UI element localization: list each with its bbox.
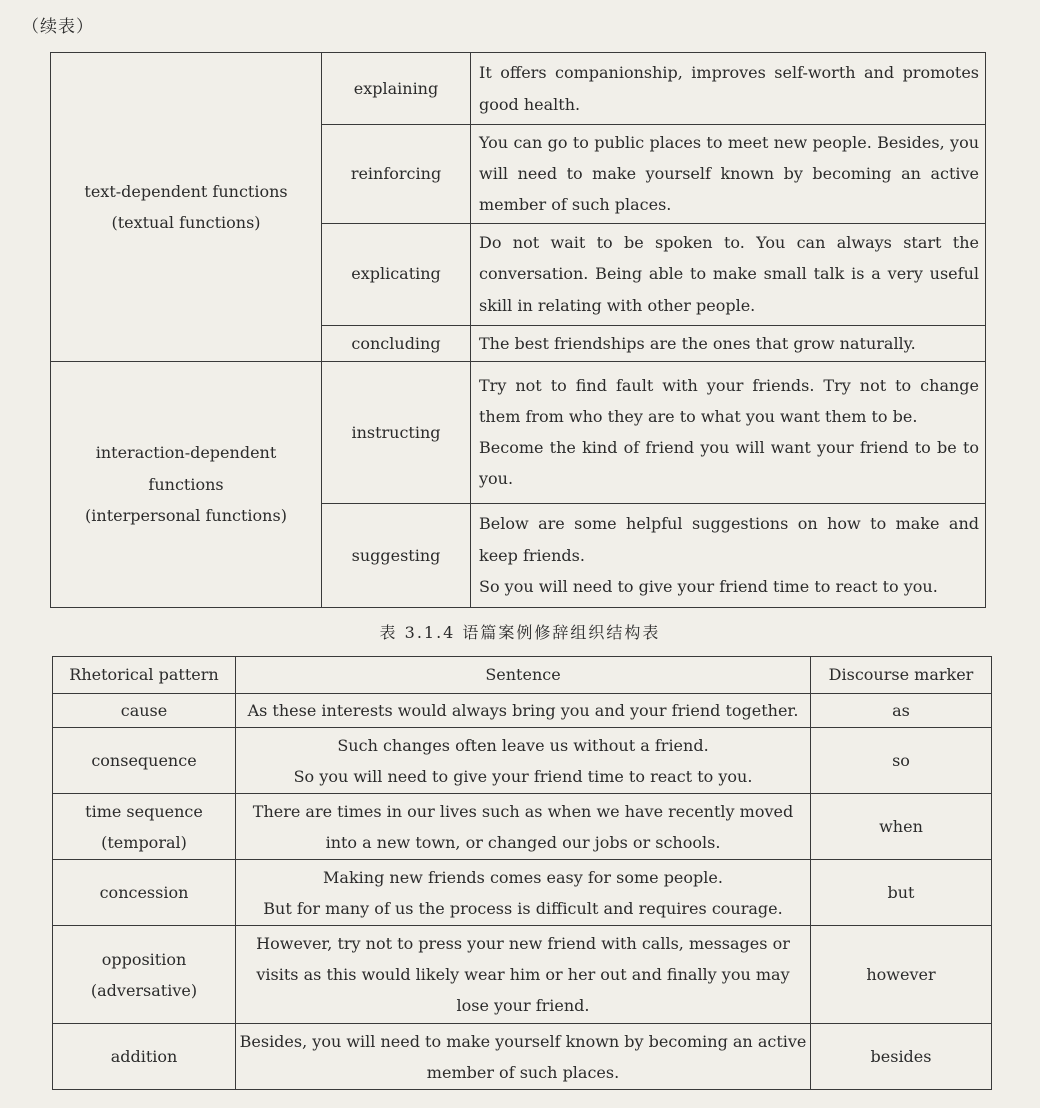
pattern-text: addition [110, 1047, 178, 1067]
subfunction-cell: concluding [322, 325, 471, 361]
rhetorical-table [52, 656, 992, 1090]
sentence-text: Besides, you will need to make yourself known by becoming an active [239, 1031, 807, 1051]
example-cell [471, 223, 986, 325]
sentence-text: There are times in our lives such as when we have recently moved [252, 801, 794, 821]
function-cell [51, 361, 322, 607]
example-text: Do not wait to be spoken to. You can always start the conversation. Being able to make small talk is a very useful skill in relating with other people. [479, 233, 979, 315]
sentence-text: So you will need to give your friend time to react to you. [293, 766, 753, 786]
function-cell [51, 53, 322, 362]
sentence-cell [236, 860, 811, 926]
example-text: It offers companionship, improves self-worth and promotes good health. [479, 63, 979, 114]
functions-table [50, 52, 986, 608]
marker-cell: as [811, 694, 992, 728]
sentence-cell [236, 728, 811, 794]
pattern-text: (adversative) [90, 980, 198, 1000]
function-label: (interpersonal functions) [85, 505, 287, 525]
pattern-text: time sequence [85, 801, 203, 821]
function-label: text-dependent functions [84, 181, 288, 201]
subfunction-cell: explicating [322, 223, 471, 325]
subfunction-cell: suggesting [322, 503, 471, 607]
example-cell [471, 125, 986, 224]
sentence-text: However, try not to press your new friend with calls, messages or [256, 933, 790, 953]
table-row [53, 860, 992, 926]
pattern-cell [53, 728, 236, 794]
example-text: You can go to public places to meet new people. Besides, you will need to make yourself known by becoming an active member of such places. [479, 133, 979, 215]
table-caption: 表 3.1.4 语篇案例修辞组织结构表 [379, 623, 661, 642]
sentence-text: visits as this would likely wear him or her out and finally you may [256, 965, 790, 985]
header-sentence: Sentence [236, 657, 811, 694]
pattern-text: (temporal) [101, 832, 187, 852]
example-text: Try not to find fault with your friends. Try not to change them from who they are to what you want them to be. [479, 375, 979, 427]
function-label: interaction-dependent [95, 443, 277, 463]
table-row [53, 694, 992, 728]
example-text: Below are some helpful suggestions on how to make and keep friends. [479, 514, 979, 565]
marker-cell: besides [811, 1024, 992, 1090]
sentence-cell [236, 794, 811, 860]
sentence-cell [236, 926, 811, 1024]
sentence-text: Making new friends comes easy for some people. [323, 867, 723, 887]
sentence-cell [236, 694, 811, 728]
pattern-text: cause [120, 701, 168, 720]
example-text: The best friendships are the ones that grow naturally. [479, 333, 916, 353]
subfunction-cell: reinforcing [322, 125, 471, 224]
continued-label: （续表） [22, 17, 94, 37]
marker-cell: so [811, 728, 992, 794]
example-text: So you will need to give your friend time to react to you. [479, 576, 938, 596]
example-cell [471, 361, 986, 503]
pattern-text: concession [99, 883, 189, 903]
example-text: Become the kind of friend you will want your friend to be to you. [479, 438, 979, 489]
marker-cell: however [811, 926, 992, 1024]
sentence-cell [236, 1024, 811, 1090]
marker-cell: when [811, 794, 992, 860]
subfunction-cell: instructing [322, 361, 471, 503]
sentence-text: member of such places. [426, 1062, 620, 1082]
header-pattern: Rhetorical pattern [53, 657, 236, 694]
pattern-cell [53, 926, 236, 1024]
function-label: (textual functions) [111, 212, 261, 232]
table-row [53, 1024, 992, 1090]
pattern-cell [53, 694, 236, 728]
table-row [53, 926, 992, 1024]
sentence-text: As these interests would always bring you and your friend together. [247, 701, 799, 720]
example-cell [471, 503, 986, 607]
sentence-text: But for many of us the process is difficult and requires courage. [263, 898, 783, 918]
sentence-text: into a new town, or changed our jobs or schools. [325, 832, 721, 852]
example-cell [471, 325, 986, 361]
pattern-cell [53, 794, 236, 860]
pattern-cell [53, 860, 236, 926]
example-cell [471, 53, 986, 125]
function-label: functions [148, 474, 224, 494]
header-marker: Discourse marker [811, 657, 992, 694]
sentence-text: lose your friend. [456, 996, 590, 1016]
pattern-text: consequence [91, 751, 197, 771]
table-row [53, 794, 992, 860]
sentence-text: Such changes often leave us without a friend. [337, 735, 709, 755]
subfunction-cell: explaining [322, 53, 471, 125]
pattern-text: opposition [101, 949, 187, 969]
marker-cell: but [811, 860, 992, 926]
table-row [53, 728, 992, 794]
pattern-cell [53, 1024, 236, 1090]
